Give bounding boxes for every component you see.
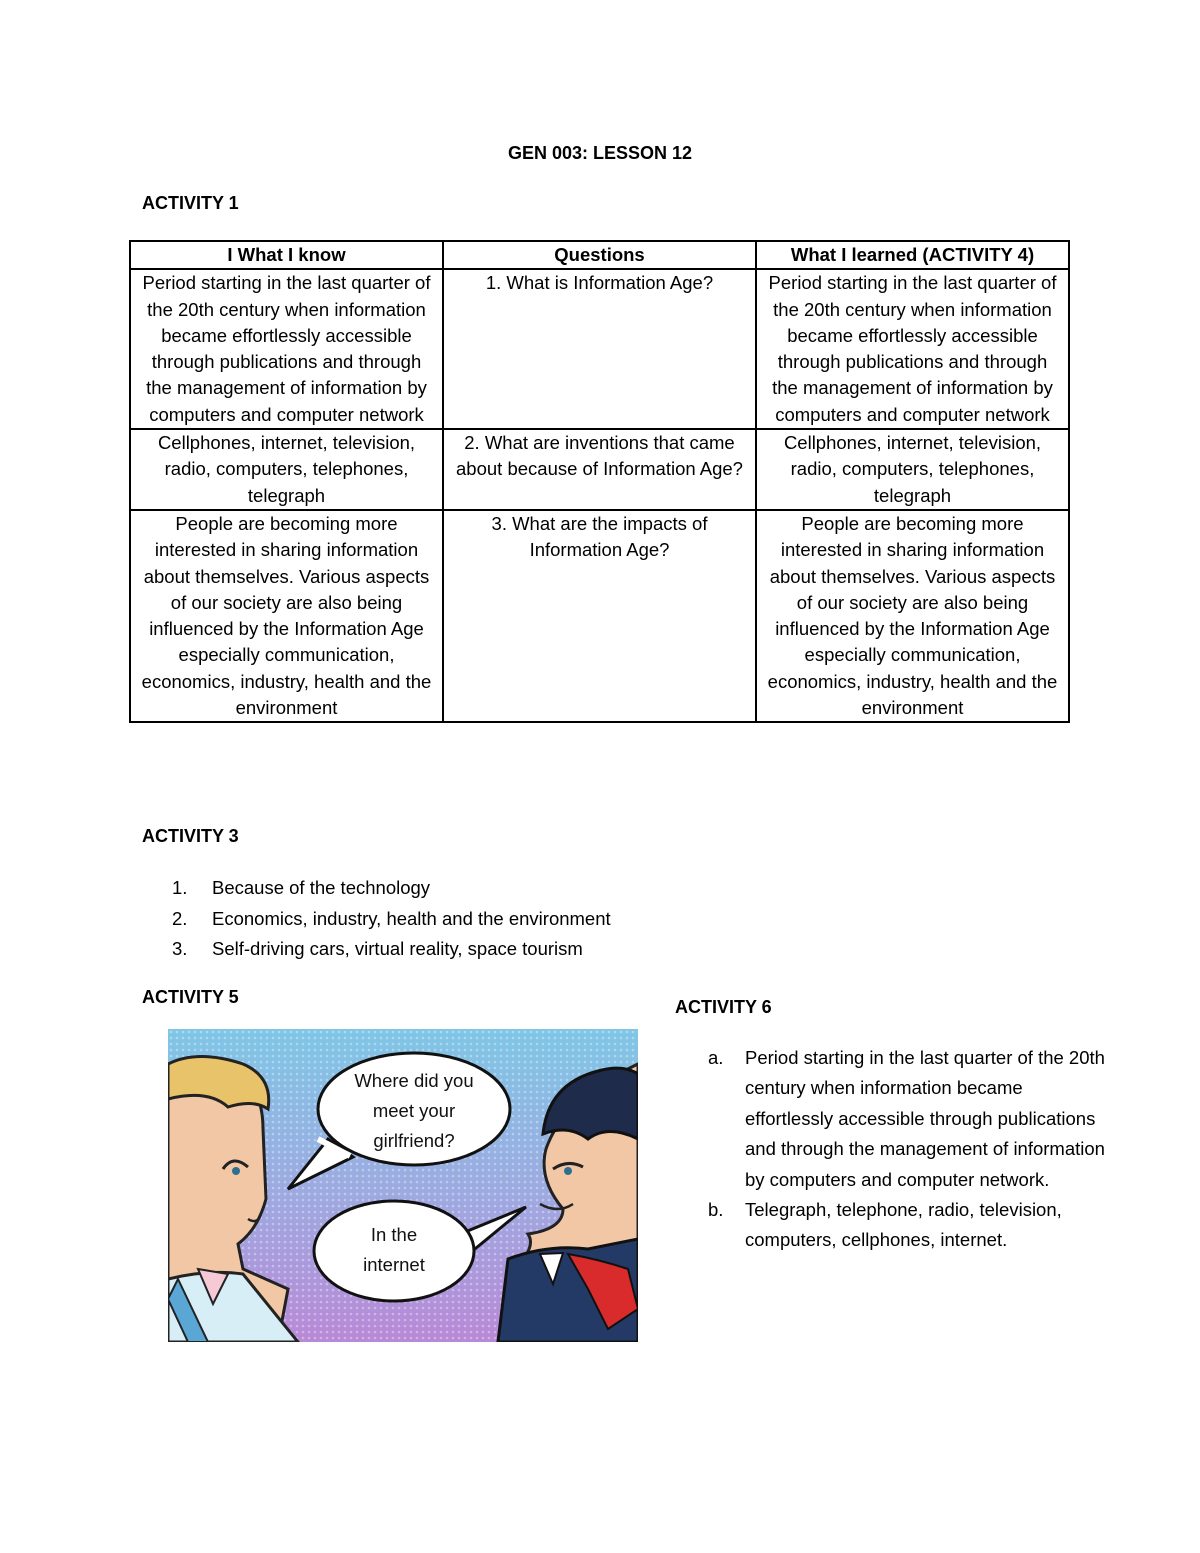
- table-header-row: [130, 241, 1069, 269]
- column-header-learned: What I learned (ACTIVITY 4): [756, 241, 1069, 269]
- list-marker: 2.: [172, 907, 188, 929]
- table-row: [130, 269, 1069, 429]
- list-item: [708, 1195, 1108, 1256]
- list-marker: a.: [708, 1047, 724, 1068]
- bubble1-line3: girlfriend?: [373, 1130, 455, 1151]
- table-row: [130, 510, 1069, 722]
- list-marker: 3.: [172, 938, 188, 959]
- bubble1-line2: meet your: [372, 1100, 456, 1121]
- table-cell: Period starting in the last quarter of the 20th century when information became effortlessly accessible through publications and through the management of information by computers and computer network: [756, 269, 1069, 429]
- bubble2-line2: internet: [363, 1254, 425, 1275]
- list-marker: 1.: [172, 877, 188, 898]
- list-item: [172, 904, 611, 935]
- activity1-heading: ACTIVITY 1: [142, 193, 239, 213]
- table-cell: 1. What is Information Age?: [443, 269, 756, 429]
- list-item: [172, 934, 611, 965]
- activity3-list: [172, 873, 611, 965]
- list-item-text: Because of the technology: [212, 877, 431, 898]
- bubble2-line1: In the: [370, 1224, 418, 1245]
- list-item-text: Self-driving cars, virtual reality, space tourism: [212, 938, 583, 959]
- activity6-list: [708, 1043, 1108, 1256]
- table-cell: People are becoming more interested in sharing information about themselves. Various aspects of our society are also being influenced by the Information Age especially communication, economics, industry, health and the environment: [130, 510, 443, 722]
- comic-illustration: [168, 1029, 638, 1342]
- column-header-questions: Questions: [443, 241, 756, 269]
- table-row: [130, 429, 1069, 510]
- activity3-heading: ACTIVITY 3: [142, 826, 239, 846]
- bubble1-line1: Where did you: [354, 1070, 474, 1091]
- kwl-table: [129, 240, 1070, 723]
- table-cell: 3. What are the impacts of Information Age?: [443, 510, 756, 722]
- list-item: [172, 873, 611, 904]
- table-cell: Period starting in the last quarter of the 20th century when information became effortlessly accessible through publications and through the management of information by computers and computer network: [130, 269, 443, 429]
- table-cell: People are becoming more interested in sharing information about themselves. Various aspects of our society are also being influenced by the Information Age especially communication, economics, industry, health and the environment: [756, 510, 1069, 722]
- page-title: GEN 003: LESSON 12: [507, 143, 693, 163]
- list-item-text: Economics, industry, health and the environment: [212, 907, 611, 929]
- list-item-text: Telegraph, telephone, radio, television, computers, cellphones, internet.: [745, 1199, 1062, 1251]
- activity5-heading: ACTIVITY 5: [142, 987, 239, 1007]
- table-cell: Cellphones, internet, television, radio, computers, telephones, telegraph: [756, 429, 1069, 510]
- list-marker: b.: [708, 1199, 724, 1221]
- table-cell: 2. What are inventions that came about because of Information Age?: [443, 429, 756, 510]
- table-cell: Cellphones, internet, television, radio, computers, telephones, telegraph: [130, 429, 443, 510]
- list-item: [708, 1043, 1108, 1195]
- list-item-text: Period starting in the last quarter of the 20th century when information became effortlessly accessible through publications and through the management of information by computers and computer network.: [745, 1047, 1105, 1190]
- activity6-heading: ACTIVITY 6: [675, 997, 772, 1017]
- column-header-know: I What I know: [130, 241, 443, 269]
